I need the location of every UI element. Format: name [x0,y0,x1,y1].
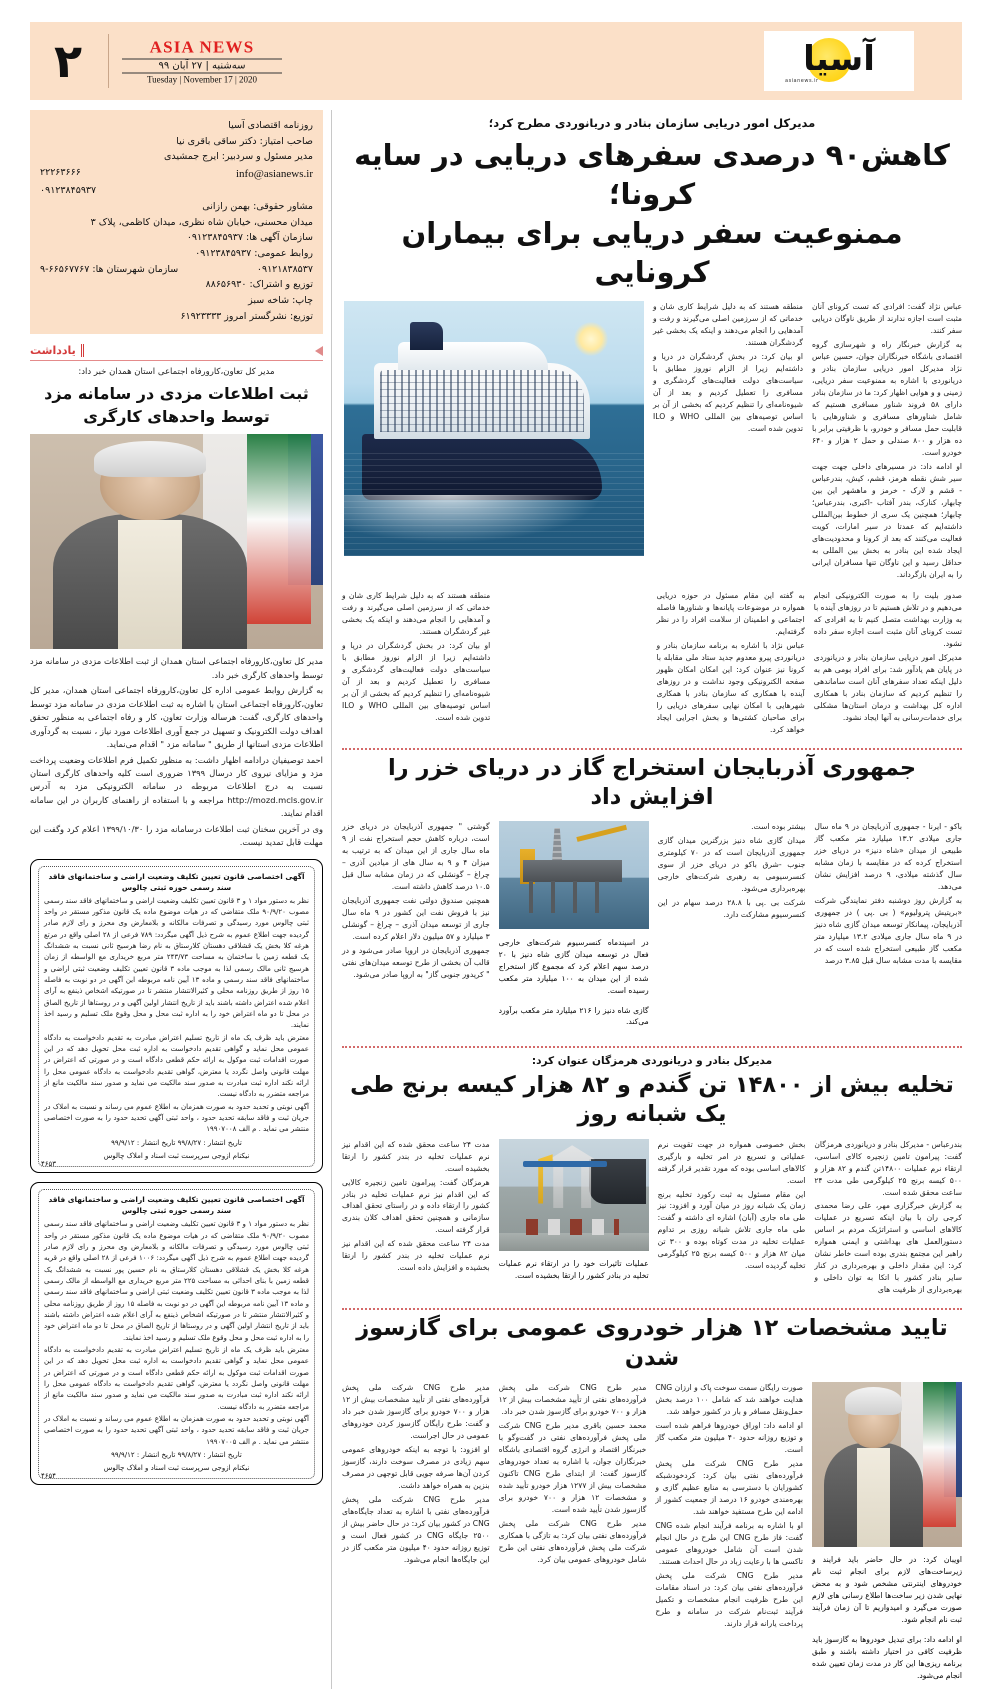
paragraph: او با اشاره به برنامه فرآیند انجام شده CNG گفت: فاز طرح CNG این طرح در حال انجام شدن است آن شامل خودروهای عمومی تاکسی ها با رعایت زباد در حال احداث هستند. [655,1520,803,1566]
gas-column-2 [658,821,806,923]
newspaper-page [0,22,992,1680]
info-distributor: توزیع: نشرگستر امروز ۶۱۹۲۳۳۳۳ [180,310,313,322]
divider-rule [342,1308,962,1310]
rig-derrick [541,828,574,865]
paragraph: او افزود: با توجه به اینکه خودروهای عمومی سهم زیادی در مصرف سوخت دارند، گازسوز کردن آن‌ها صرفه جویی قابل توجهی در مصرف بنزین به همراه خواهد داشت. [341,1444,490,1490]
lead-headline-line2: ممنوعیت سفر دریایی برای بیماران کرونایی [401,215,903,289]
paragraph: جمهوری آذربایجان در اروپا صادر می‌شود و در قالب آن بخشی از طرح توسعه میدان‌های نفتی " کریدور جنوبی گاز" به اروپا صادر می‌شود. [341,946,490,980]
person-shirt [118,520,182,649]
lead-column-4 [657,590,805,738]
gas-columns [342,821,962,1036]
lead-headline-line1: کاهش۹۰ درصدی سفرهای دریایی در سایه کرونا؛ [354,138,950,211]
rig-legs [529,881,616,913]
article-port-discharge [342,1055,962,1298]
rig-deck [523,860,622,882]
paragraph: او بیان کرد: در بخش گردشگران در دریا و داشته‌ایم زیرا از الزام نوروز مطابق با سیاست‌های دولت فعالیت‌های گردشگری و مسافری را تعطیل کردیم و بعد از آن شیوه‌نامه‌ای را تنظیم کردیم که بخشی از آن بر اساس توصیه‌های بین المللی WHO و ILO تدوین شده است. [653,352,803,434]
column-gutter [332,110,342,1689]
info-legal-advisor: مشاور حقوقی: بهمن رازانی [202,200,313,212]
info-address: میدان محسنی، خیابان شاه نظری، میدان کاظمی، پلاک ۳ [90,216,313,228]
masthead-divider [108,34,109,88]
info-contact-row [40,165,313,183]
iran-flag [923,1382,956,1527]
paragraph: مدیر طرح CNG شرکت ملی پخش فرآورده‌های نفتی از تأیید مشخصات بیش از ۱۲ هزار و ۷۰۰ خودرو برای گازسوز شدن خبر داد و گفت: طرح رایگان گازسوز کردن خودروهای عمومی در حال اجراست. [341,1382,490,1440]
paragraph: او بیان کرد: در بخش گردشگران در دریا و داشته‌ایم زیرا از الزام نوروز مطابق با سیاست‌های دولت فعالیت‌های گردشگری و مسافری را تعطیل کردیم و بعد از آن شیوه‌نامه‌ای را تنظیم کردیم که بخشی از آن بر اساس توصیه‌های بین المللی WHO و ILO تدوین شده است. [342,641,491,722]
paragraph: بیشتر بوده است. [751,822,806,832]
legal-notice-2-frame [38,1189,315,1479]
paragraph: مدیر کل تعاون،کارورفاه اجتماعی استان همدان از ثبت اطلاعات مزدی در سامانه مزد توسط واحدهای کارگری خبر داد. [30,656,323,680]
lead-column-1 [812,301,962,583]
gas-headline: جمهوری آذربایجان استخراج گاز در دریای خزر را افزایش داد [387,754,917,811]
cng-photo-column [812,1382,962,1690]
info-provinces-org: سازمان شهرستان ها: ۶۶۵۶۷۷۶۷-۹ [40,263,179,275]
cng-column-3 [499,1382,647,1568]
paragraph: میدان گازی شاه دنیز بزرگترین میدان گازی جمهوری آذربایجان است که در ۷۰ کیلومتری جنوب -شرق باکو در دریای خزر از سوی کنسرسیومی به رهبری شرکت‌های خارجی بهره‌برداری می‌شود. [657,836,806,894]
article-azerbaijan-gas [342,754,962,1036]
paragraph: باکو - ایرنا - جمهوری آذربایجان در ۹ ماه سال جاری میلادی ۱۳.۲ میلیارد متر مکعب گاز طبیعی از میدان «شاه دنیز» در دریای خزر استخراج کرده که در مقایسه با زمان مشابه سال گذشته میلادی، ۹ درصد افزایش نشان می‌دهد. [814,822,962,892]
person-hair [845,1387,902,1415]
paragraph: نظر به دستور مواد ۱ و ۳ قانون تعیین تکلیف وضعیت اراضی و ساختمانهای فاقد سند رسمی مصوب ۹۰/۹/۲۰ ملک متقاضی که در هیات موضوع ماده یک قانون مذکور مستقر در واحد ثبتی چالوس مورد رسیدگی و تصرفات مالکانه و بلامعارض وی محرز و رای لازم صادر گردیده جهت اطلاع عموم به شرح ذیل آگهی میگردد: ۷۸۹ فرعی از ۲۸ اصلی واقع در مرتع هرغه کلا بخش یک قشلاقی دهستان کلارستاق به نام رضا هرسیج ثانی نسبت به ششدانگ یک قطعه زمین با ساختمان به مساحت ۲۴۳/۷۳ متر مربع خریداری مع الواسطه از زمان هرسیج ثانی مالک رسمی لذا به موجب ماده ۳ قانون تعیین تکلیف وضعیت ثبتی اراضی و ساختمانهای فاقد سند رسمی و ماده ۱۳ آیین نامه مربوطه این آگهی در دو نوبت به فاصله ۱۵ روز از طریق روزنامه محلی و کثیرالانتشار منتشر تا در صورتیکه اشخاص ذینفع به آرای اعلام شده اعتراض داشته باشند باید از تاریخ انتشار اولین آگهی و در روستاها از تاریخ الصاق در محل تا دو ماه اعتراض خود را به اداره ثبت محل و محل وقوع ملک تسلیم و رسید اخذ نمایند. [44,896,309,1030]
lead-kicker: مدیرکل امور دریایی سازمان بنادر و دریانوردی مطرح کرد؛ [488,116,816,130]
logo-wordmark: آسیا [803,39,875,79]
legal-notice-2-body [44,1219,309,1448]
paragraph: به گزارش روز دوشنبه دفتر نمایندگی شرکت «بریتیش پترولیوم» ( بی .پی ) در جمهوری آذربایجان، پیمانکار توسعه میدان گازی شاه دنیز در ۹ ماه سال جاری میلادی ۱۳.۲ میلیارد متر مکعب گاز طبیعی استخراج شده است که در مقایسه با مدت مشابه سال قبل ۳.۸۵ درصد [814,896,963,966]
info-public-relations: روابط عمومی: ۰۹۱۲۳۸۴۵۹۳۷ [195,247,313,259]
brand-name-en: ASIA NEWS [149,37,255,57]
paragraph: اویبان کرد: در حال حاضر باید فرایند و زیرساخت‌های لازم برای انجام ثبت نام خودروهای اینترنتی مشخص شود و به محض نهایی شدن زیر ساخت‌ها اطلاع رسانی های لازم صورت می‌گیرد و امیدواریم تا آن زمان فرآیند ثبت نام انجام شود. [812,1555,962,1625]
info-printer: چاپ: شاخه سبز [248,294,313,306]
quay-ground [499,1233,649,1251]
paragraph: مدیر طرح CNG شرکت ملی پخش فرآورده‌های نفتی بیان کرد: در اسناد مقامات این طرح ظرفیت انجام مشخصات و تکمیل فرآیند ثبت‌نام شرکت در سامانه و طرح پرداخت یارانه قرار دارند. [655,1570,803,1628]
person-shirt [857,1448,890,1547]
legal-notice-1 [30,859,323,1173]
cng-columns [342,1382,962,1690]
publication-info-box [30,110,323,334]
person-hair [94,441,205,478]
article-cng [342,1314,962,1689]
port-crane-photo [499,1139,649,1251]
rig-boom [576,824,627,842]
lead-column-6 [342,590,490,738]
newspaper-logo[interactable] [764,31,914,91]
gas-column-1 [814,821,962,969]
ship-wake [344,495,644,556]
paragraph: او ادامه داد: برای تبدیل خودروها به گازسوز باید ظرفیت کافی در اختیار داشته باشند و طبق برنامه ریزی‌ها این کار در مدت زمان تعیین شده انجام می‌شود. [812,1634,962,1680]
paragraph: این مقام مسئول به ثبت رکورد تخلیه برنج زمان یک شبانه روز در میان آورد و افزود: نیز طی ماه جاری (آبان) اشاره ای داشته و گفت: طی ماه جاری تلاش شبانه روزی بر تداوم عملیات تخلیه در مدت کوتاه بوده و ۳۰۰ تن میان ۸۲ هزار و ۵۰۰ کیسه برنج ۲۵ کیلوگرمی تخلیه گردیده است. [657,1189,806,1271]
port-columns [342,1139,962,1299]
gantry-crane [550,1145,595,1208]
brand-date-fa: سه‌شنبه | ۲۷ آبان ۹۹ [122,59,282,74]
offshore-rig-photo [499,821,649,929]
paragraph: به گزارش خبرنگار راه و شهرسازی گروه اقتصادی باشگاه خبرنگاران جوان، حسین عباس نژاد مدیرکل امور دریایی سازمان بنادر و دریانوردی با اشاره به ممنوعیت سفر دریایی، زمینی و و هوایی اظهار کرد: ما در سازمان بنادر دارای ۵۸ فروند شناور مسافری هستیم که شامل شناورهای مسافری و شناورهایی با قابلیت حمل مسافر و خودرو، با ظرفیتی برابر با ده هزار و ۸۰۰ صندلی و حمل ۲ هزار و ۶۴۰ خودرو است. [812,340,962,458]
paragraph: شرکت بی .پی با ۲۸.۸ درصد سهام در این کنسرسیوم مشارکت دارد. [657,898,806,920]
lead-photo-cell [344,301,644,556]
cng-column-2 [655,1382,803,1632]
left-column [342,110,962,1689]
paragraph: بندرعباس - مدیرکل بنادر و دریانوردی هرمزگان گفت: پیرامون تامین زنجیره کالای اساسی، ارتقاء نرم عملیات ۱۴۸۰۰تن گندم و ۸۲ هزار و ۵۰۰ کیسه برنج ۲۵ کیلوگرمی طی مدت ۲۴ ساعت محقق شده است. [814,1139,963,1197]
lead-column-5 [499,590,647,738]
paragraph: به گفته این مقام مسئول در حوزه دریایی همواره در موضوعات پایانه‌ها و شناورها فاصله اجتماعی و اطمینان از سلامت افراد را در نظر گرفته‌ایم. [656,591,805,637]
legal-notice-1-body [44,896,309,1136]
port-column-3 [499,1258,649,1282]
page-content [30,110,962,1689]
section-label-note[interactable] [30,344,323,361]
paragraph: منطقه هستند که به دلیل شرایط کاری شان و خدماتی که از سرزمین اصلی می‌گیرند و رفت و آمدهایی را انجام می‌دهند و اینکه یک بخشی غیر گردشگران هستند. [653,302,803,348]
legal-notice-1-signature: نیکنام ازوجی سرپرست ثبت اسناد و املاک چالوس [103,1151,250,1160]
note-kicker: مدیر کل تعاون،کارورفاه اجتماعی استان همدان خبر داد: [78,367,275,378]
port-headline: تخلیه بیش از ۱۴۸۰۰ تن گندم و ۸۲ هزار کیسه برنج طی یک شبانه روز [350,1072,954,1128]
paragraph: مدت ۲۴ ساعت محقق شده که این اقدام نیز نرم عملیات تخلیه در بندر کشور را ارتقا بخشیده و افزایش داده است. [341,1239,490,1273]
paragraph: گوشتی " جمهوری آذربایجان در دریای خزر است، درباره کاهش حجم استخراج نفت از ۹ ماه سال جاری از این میدان که به ترتیب به میزان ۴ و ۹ به سال های از میادین آذری – چراغ – گونشلی که در زمان مشابه سال قبل ۱۰.۵ درصد کاهش داشته است. [341,822,490,892]
port-column-2 [658,1139,806,1275]
ship-funnel [410,322,443,350]
note-body [30,655,323,849]
paragraph: وی در آخرین سخنان ثبت اطلاعات درسامانه مزد را ۱۳۹۹/۱۰/۳۰ اعلام کرد وگفت این مهلت قابل تمدید نیست. [30,823,323,848]
divider-rule [342,1046,962,1048]
legal-notice-2-title: آگهی اختصاصی قانون تعیین تکلیف وضعیت اراضی و ساختمانهای فاقد سند رسمی حوزه ثبتی چالوس [48,1195,305,1216]
lead-headline [342,136,962,291]
paragraph: او ادامه داد: اوراق خودروها فراهم شده است و توزیع روزانه حدود ۴۰ میلیون متر مکعب گاز است. [655,1420,803,1454]
paragraph: بخش خصوصی همواره در جهت تقویت نرم عملیاتی و تسریع در امر تخلیه و بارگیری کالاهای اساسی بوده که مورد تقدیر قرار گرفته است. [657,1139,806,1185]
gas-column-4 [342,821,490,983]
lead-column-2 [653,301,803,437]
paragraph: به گزارش خبرگزاری مهر، علی رضا محمدی کرجی ران با بیان اینکه تسریع در عملیات کالاهای اساسی و استراتژیک مردم بر اساس دستورالعمل های بهداشتی و ایمنی همواره راهبر این مجتمع بندری بوده است خاطر نشان کرد: این مقدار داخلی و بهره‌برداری در کنار سایر بنادر کشور با اتکا به توان داخلی و بهره‌برداری از ظرفیت های [814,1201,962,1295]
paragraph: مدیر طرح CNG شرکت ملی پخش فرآورده‌های نفتی بیان کرد: به تازگی با همکاری شرکت ملی پخش فرآورده‌های نفتی این طرح شامل خودروهای عمومی بیان کرد. [498,1518,647,1564]
triangle-icon [315,346,323,356]
paragraph: صدور بلیت را به صورت الکترونیکی انجام می‌دهیم و در تلاش هستیم تا در روزهای آینده با به وزارت بهداشت متصل کنیم تا به افرادی که تست کرونای آنان مثبت است اجازه سفر داده نشود. [813,591,962,649]
paragraph: به گزارش روابط عمومی اداره کل تعاون،کارورفاه اجتماعی استان همدان، مدیر کل تعاون،کارورفاه اجتماعی استان با اشاره به ثبت اطلاعات مزدی در سامانه مزد توسط واحدهای کارگری، گفت: هرساله وزارت تعاون، کار و رفاه اجتماعی به منظور تحقق اهداف دولت الکترونیک و تسهیل در جمع آوری اطلاعات مورد نیاز ، نسبت به گردآوری اطلاعات مزدی استانها از طریق " سامانه مزد " اقدام می‌نماید. [30,685,323,750]
paragraph: در اسپندماه کنسرسیوم شرکت‌های خارجی فعال در توسعه میدان گازی شاه دنیز با ۲۰ درصد سهم اعلام کرد که مجموع گاز استخراج شده از این میدان به ۱۰۰ میلیارد متر مکعب رسیده است. [498,937,649,995]
info-ads-org: سازمان آگهی ها: ۰۹۱۲۳۸۴۵۹۳۷ [186,232,313,244]
article-hamedan-wage [30,367,323,849]
paragraph: نظر به دستور مواد ۱ و ۳ قانون تعیین تکلیف وضعیت اراضی و ساختمانهای فاقد سند رسمی مصوب ۹۰/۹/۲۰ ملک متقاضی که در هیات موضوع ماده یک قانون مذکور مستقر در واحد ثبتی چالوس مورد رسیدگی و تصرفات مالکانه و بلامعارض وی محرز و رای لازم صادر گردیده جهت اطلاع عموم به شرح ذیل آگهی میگردد: ۱۰۰۶ فرعی از ۲۸ اصلی واقع در قریه هرغه کلا بخش یک قشلاقی دهستان کلارستاق به نام حسین پور نسبت به ششدانگ یک قطعه زمین با بنای احداثی به مساحت ۲۲۵ متر مربع خریداری مع الواسطه از مالک رسمی لذا به موجب ماده ۳ قانون تعیین تکلیف وضعیت ثبتی اراضی و ساختمانهای فاقد سند رسمی و ماده ۱۳ آیین نامه مربوطه این آگهی در دو نوبت به فاصله ۱۵ روز از طریق روزنامه محلی و کثیرالانتشار منتشر تا در صورتیکه اشخاص ذینفع به آرای اعلام شده اعتراض داشته باشند باید از تاریخ انتشار اولین آگهی و در روستاها از تاریخ الصاق در محل تا دو ماه اعتراض خود را به اداره ثبت محل و محل وقوع ملک تسلیم و رسید اخذ نمایند. [44,1220,310,1342]
hamedan-official-photo [30,434,323,649]
page-bottom-padding [0,1689,992,1699]
info-owner: صاحب امتیاز: دکتر ساقی باقری نیا [176,135,313,147]
cng-official-photo [812,1382,962,1547]
info-editor: مدیر مسئول و سردبیر: ایرج جمشیدی [163,151,313,163]
paragraph: عباس نژاد گفت: افرادی که تست کرونای آنان مثبت است اجازه ندارند از طریق ناوگان دریایی سفر کنند. [812,302,962,336]
legal-notice-1-dates: تاریخ انتشار : ۹۹/۸/۲۷ تاریخ انتشار : ۹۹/۹/۱۲ [111,1138,242,1147]
paragraph: مدیر طرح CNG شرکت ملی پخش فرآورده‌های نفتی با اشاره به تعداد جایگاه‌های CNG در کشور بیان کرد: در حال حاضر بیش از ۲۵۰۰ جایگاه CNG در کشور فعال است و توزیع روزانه حدود ۴۰ میلیون متر مکعب گاز در این جایگاه‌ها انجام می‌شود. [341,1494,490,1564]
legal-notice-1-ref: ۴۶۵۳ [41,1160,57,1169]
cng-column-4 [342,1382,490,1568]
lead-column-3 [814,590,962,738]
iran-flag [247,434,311,623]
info-distribution-subscription: توزیع و اشتراک: ۸۸۶۵۶۹۳۰ [205,279,313,291]
port-kicker: مدیرکل بنادر و دریانوردی هرمزگان عنوان کرد: [531,1055,773,1068]
paragraph: هرمزگان گفت: پیرامون تامین زنجیره کالایی که این اقدام نیز نرم عملیات تخلیه در بنادر کشور را ارتقاء داده و در راستای تحقق اهداف سازمانی و همچنین تحقق اهداف کلان بندری قرار گرفته است. [341,1177,490,1235]
page-number: ۲ [54,34,83,88]
paragraph: مدیر طرح CNG شرکت ملی پخش فرآورده‌های نفتی بیان کرد: کردخودشبکه کشورایان با دسترسی به منابع عظیم گازی و بهره‌مندی خودرو ۱۶ درصد از جمعیت کشور از ادامه این طرح مستفید خواهند شد. [655,1458,803,1516]
paragraph: مدت ۲۴ ساعت محقق شده که این اقدام نیز نرم عملیات تخلیه در بندر کشور را ارتقا بخشیده است. [341,1139,490,1173]
paragraph: عملیات تاثیرات خود را در ارتقاء نرم عملیات تخلیه در بنادر کشور را ارتقا بخشیده است. [498,1259,649,1281]
legal-notice-2 [30,1182,323,1485]
divider-rule [342,748,962,750]
lead-lower-columns [342,590,962,738]
legal-notice-1-frame [38,866,315,1167]
info-email[interactable]: info@asianews.ir [235,168,313,181]
paragraph: معترض باید ظرف یک ماه از تاریخ تسلیم اعتراض مبادرت به تقدیم دادخواست به دادگاه عمومی محل نماید و گواهی تقدیم دادخواست به اداره ثبت محل تحویل دهد که در این صورت اقدامات ثبت موکول به ارائه حکم قطعی دادگاه است و در صورتی که اعتراض در مهلت قانونی واصل نگردد یا معترض، گواهی تقدیم دادخواست به دادگاه عمومی محل را ارائه نکند اداره ثبت مبادرت به صدور سند مالکیت می نماید و صدور سند مالکیت مانع از مراجعه متضرر به دادگاه نیست. [44,1345,309,1411]
trucks-row [526,1219,619,1235]
brand-date-en: Tuesday | November 17 | 2020 [146,74,257,85]
info-provinces-mobile: ۰۹۱۲۱۸۳۸۵۳۷ [256,263,313,275]
paragraph: احمد توصیفیان درادامه اظهار داشت: به منظور تکمیل فرم اطلاعات وضعیت پرداخت مزد و مزایای نیرو‌ی کار درسال ۱۳۹۹ ضروری است کلیه واحدهای کارگری استان نسبت به درج اطلاعات مربوطه در سامانه الکترونیکی مزد به آدرس http://mozd.mcls.gov.ir مراجعه و با استفاده از راهنمای کاربران در این سامانه اقدام نمایند. [30,754,323,819]
crane-boom [523,1161,607,1167]
legal-notice-2-ref: ۴۶۵۴ [41,1472,57,1481]
section-label-text: یادداشت [30,344,84,357]
paragraph: مدیرکل امور دریایی سازمان بنادر و دریانوردی در پایان هم یادآور شد: برای افراد بومی هم به دلیل اینکه تعداد سفرهای آنان است ساماندهی را تنظیم کردیم که سازمان بنادر با همکاری اداره کل بهداشت و درمان استان‌ها مشکلی برای خدمات‌رسانی به آنها ایجاد نشود. [813,653,962,722]
right-column [30,110,332,1689]
lead-body [342,301,962,583]
note-headline: ثبت اطلاعات مزدی در سامانه مزد توسط واحدهای کارگری [44,384,309,427]
sun-glow-icon [574,322,608,356]
cng-column-photo-text [812,1554,962,1681]
paragraph: عباس نژاد با اشاره به برنامه سازمان بنادر و دریانوردی پیرو معدوم جدید ستاد ملی مقابله با کرونا نیز عنوان کرد: این امکان امکان ظهور صفحه الکترونیکی وجود نداشت و در روزهای آینده با همکاری که سازمان بنادر با همکاری شهرهایی با امکان نهایی سفرهای دریایی را برای صاحبان کشتی‌ها و بخش اجرایی ایجاد خواهد کرد. [656,641,805,734]
paragraph: صورت رایگان سمت سوخت پاک و ارزان CNG هدایت خواهند شد که شامل ۱۰۰ درصد بخش حمل‌ونقل مسافر و بار در کشور خواهد شد. [655,1382,803,1416]
paragraph: معترض باید ظرف یک ماه از تاریخ تسلیم اعتراض مبادرت به تقدیم دادخواست به دادگاه عمومی محل نماید و گواهی تقدیم دادخواست به اداره ثبت محل تحویل دهد که در این صورت اقدامات ثبت موکول به ارائه حکم قطعی دادگاه است و در صورتی که اعتراض در مهلت قانونی واصل نگردد یا معترض، گواهی تقدیم دادخواست به دادگاه عمومی محل را ارائه نکند اداره ثبت مبادرت به صدور سند مالکیت می نماید و صدور سند مالکیت مانع از مراجعه متضرر به دادگاه نیست. [44,1033,309,1099]
paragraph: منطقه هستند که به دلیل شرایط کاری شان و خدماتی که از سرزمین اصلی می‌گیرند و رفت و آمدهایی را انجام می‌دهند و اینکه یک بخشی غیر گردشگران هستند. [342,591,491,637]
logo-sun-icon [773,32,905,90]
ship-windows [380,370,584,431]
port-column-4 [342,1139,490,1277]
cng-headline: تایید مشخصات ۱۲ هزار خودروی عمومی برای گازسوز شدن [356,1315,948,1371]
masthead [30,22,962,100]
port-photo-column [499,1139,649,1290]
cruise-ship-photo [344,301,644,556]
paragraph: گازی شاه دنیز را ۲۱۶ میلیارد متر مکعب برآورد می‌کند. [498,1005,649,1027]
info-publication-name: روزنامه اقتصادی آسیا [228,120,313,131]
logo-subtext: asianews.ir [785,78,819,84]
gas-column-3 [499,937,649,1028]
legal-notice-1-title: آگهی اختصاصی قانون تعیین تکلیف وضعیت اراضی و ساختمانهای فاقد سند رسمی حوزه ثبتی چالوس [48,871,305,892]
paragraph: محمد حسین باقری مدیر طرح CNG شرکت ملی پخش فرآورده‌های نفتی در گفت‌وگو با خبرنگار اقتصاد و انرژی گروه اقتصادی باشگاه خبرنگاران جوان، با اشاره به تعداد خودروهای گازسوز گفت: از ابتدای طرح CNG تاکنون مشخصات بیش از ۱۲۷۷ هزار خودرو تأیید شده و مشخصات ۱۲ هزار و ۷۰۰ خودرو برای گازسوز شدن تأیید شده است. [498,1420,647,1514]
info-phone: ۲۲۲۶۳۶۶۶ [40,167,81,179]
paragraph: آگهی نوبتی و تحدید حدود به صورت همزمان به اطلاع عموم می رساند و نسبت به املاک در جریان ثبت و فاقد سابقه تحدید حدود ، واحد ثبتی آگهی تحدید حدود را به صورت اختصاصی منتشر می نماید . م الف ۱۹۹۰۷۰۰۵ [44,1414,309,1446]
info-provinces-row [40,262,313,278]
paragraph: آگهی نوبتی و تحدید حدود به صورت همزمان به اطلاع عموم می رساند و نسبت به املاک در جریان ثبت و فاقد سابقه تحدید حدود ، واحد ثبتی آگهی تحدید حدود را به صورت اختصاصی منتشر می نماید . م الف ۱۹۹۰۷۰۰۸ [44,1102,309,1134]
article-lead [342,116,962,738]
paragraph: مدیر طرح CNG شرکت ملی پخش فرآورده‌های نفتی از تأیید مشخصات بیش از ۱۲ هزار و ۷۰۰ خودرو برای گازسوز شدن خبر داد. [498,1382,647,1416]
gas-photo-column [499,821,649,1036]
paragraph: همچنین صندوق دولتی نفت جمهوری آذربایجان نیز با فروش نفت این کشور در ۹ ماه سال جاری از توسعه میدان آذری – چراغ – گونشلی ۳ میلیارد و ۵۷ میلیون دلار اعلام کرده است. [341,896,490,942]
brand-block [122,38,282,85]
info-mobile: ۰۹۱۲۳۸۴۵۹۳۷ [40,185,97,197]
port-column-1 [814,1139,962,1299]
legal-notice-2-dates: تاریخ انتشار : ۹۹/۸/۲۷ تاریخ انتشار : ۹۹/۹/۱۲ [111,1450,242,1459]
legal-notice-2-signature: نیکنام ازوجی سرپرست ثبت اسناد و املاک چالوس [103,1464,250,1473]
paragraph: او ادامه داد: در مسیرهای داخلی جهت جهت سیر شش نقطه هرمز، قشم، کیش، بندرعباس - قشم و لارک - خرمز و ماهشهر این بین چابهار، کنارک، بندر آفتاب -اکبری، بندرعباس؛ چابهار؛ همچنین یک سری از خطوط بین‌المللی داشته‌ایم که عمدتا در سیر امارات، کویت فعالیت می‌کنند که بعد از کرونا و محدودیت‌های ایجاد شده این بنادر به بخش بین المللی به حداقل رسید و این ناوگان تنها مسافران ایرانی را به ایران بازگرداند. [812,462,962,580]
